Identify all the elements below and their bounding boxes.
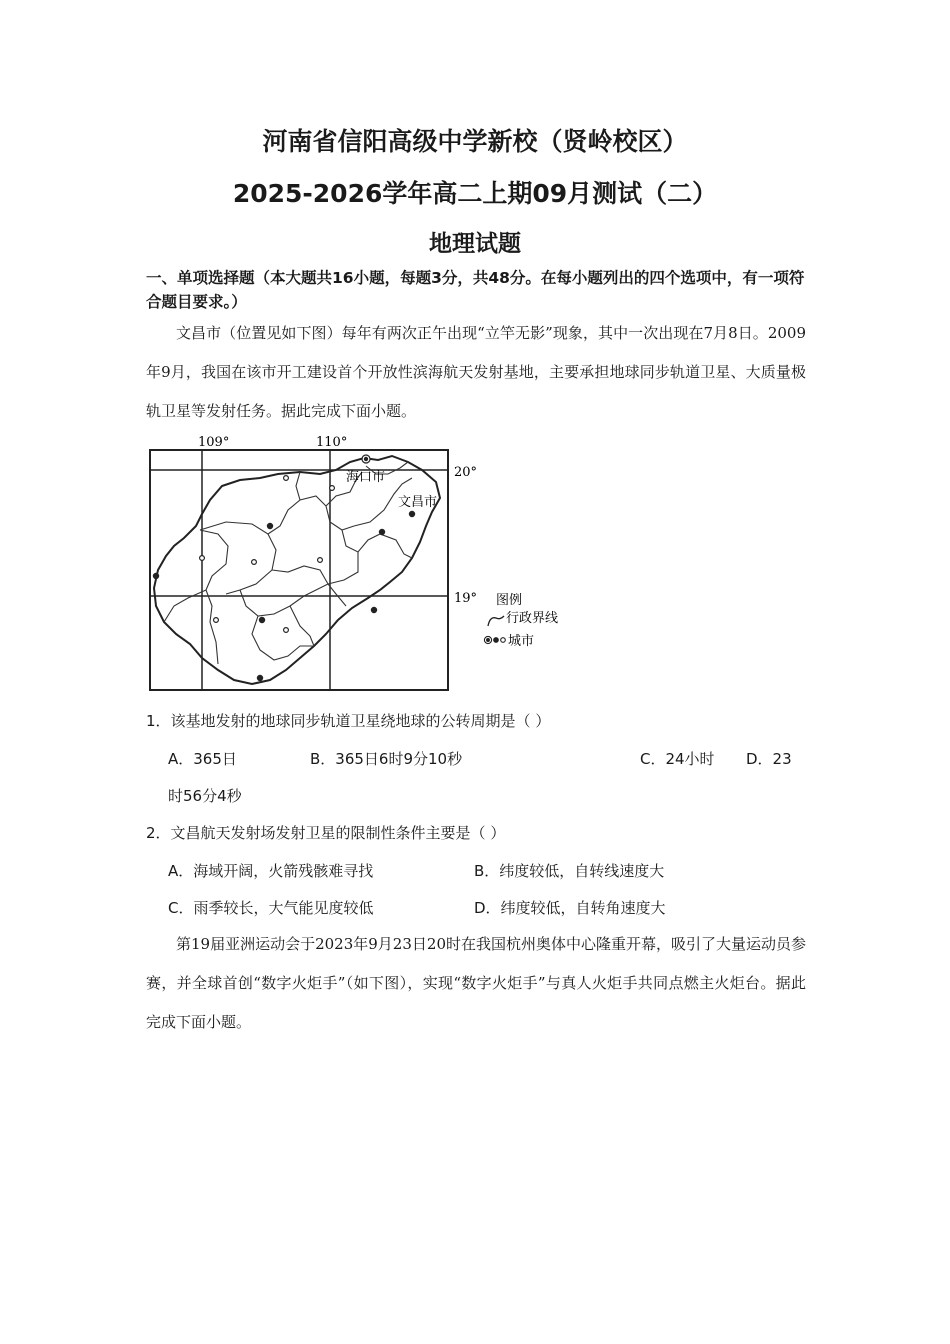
wenchang-label: 文昌市: [398, 495, 438, 510]
hainan-map: [140, 430, 580, 698]
question-2-option-b[interactable]: B．纬度较低，自转线速度大: [474, 862, 665, 880]
passage-asian-games: 第19届亚洲运动会于2023年9月23日20时在我国杭州奥体中心隆重开幕，吸引了大量运动员参赛，并全球首创“数字火炬手”（如下图），实现“数字火炬手”与真人火炬手共同点燃主火炬台。据此完成下面小题。: [146, 935, 806, 1031]
lon-label-110: 110°: [316, 435, 348, 450]
question-2-option-c[interactable]: C．雨季较长，大气能见度较低: [168, 899, 374, 917]
lon-label-109: 109°: [198, 435, 230, 450]
lat-label-19: 19°: [454, 591, 478, 606]
question-2-stem: 2．文昌航天发射场发射卫星的限制性条件主要是（ ）: [146, 824, 506, 842]
exam-school-title: 河南省信阳高级中学新校（贤岭校区）: [262, 127, 688, 156]
legend-city-label: 城市: [508, 634, 535, 649]
wenchang-city-marker: [409, 511, 414, 516]
legend-title: 图例: [496, 593, 523, 608]
legend-boundary-symbol: [488, 616, 504, 626]
question-1-option-a[interactable]: A．365日: [168, 750, 237, 768]
exam-term-title: 2025-2026学年高二上期09月测试（二）: [232, 179, 718, 208]
legend-boundary-label: 行政界线: [506, 611, 559, 626]
lat-label-20: 20°: [454, 465, 478, 480]
haikou-label: 海口市: [346, 470, 386, 485]
exam-subject-title: 地理试题: [429, 231, 521, 257]
passage-wenchang: 文昌市（位置见如下图）每年有两次正午出现“立竿无影”现象，其中一次出现在7月8日。2009年9月，我国在该市开工建设首个开放性滨海航天发射基地，主要承担地球同步轨道卫星、大质量极轨卫星等发射任务。据此完成下面小题。: [146, 324, 806, 420]
question-2-option-d[interactable]: D．纬度较低，自转角速度大: [474, 899, 666, 917]
admin-boundaries: [164, 462, 412, 664]
question-1-option-c[interactable]: C．24小时: [640, 750, 715, 768]
question-1-option-d-continued: 时56分4秒: [168, 787, 242, 805]
question-1-stem: 1．该基地发射的地球同步轨道卫星绕地球的公转周期是（ ）: [146, 712, 551, 730]
legend-city-symbol: [484, 636, 505, 643]
question-1-option-b[interactable]: B．365日6时9分10秒: [310, 750, 463, 768]
question-1-option-d[interactable]: D．23: [746, 750, 792, 768]
section-heading: 一、单项选择题（本大题共16小题，每题3分，共48分。在每小题列出的四个选项中，有一项符合题目要求。）: [146, 269, 805, 311]
question-2-option-a[interactable]: A．海域开阔，火箭残骸难寻找: [168, 862, 374, 880]
